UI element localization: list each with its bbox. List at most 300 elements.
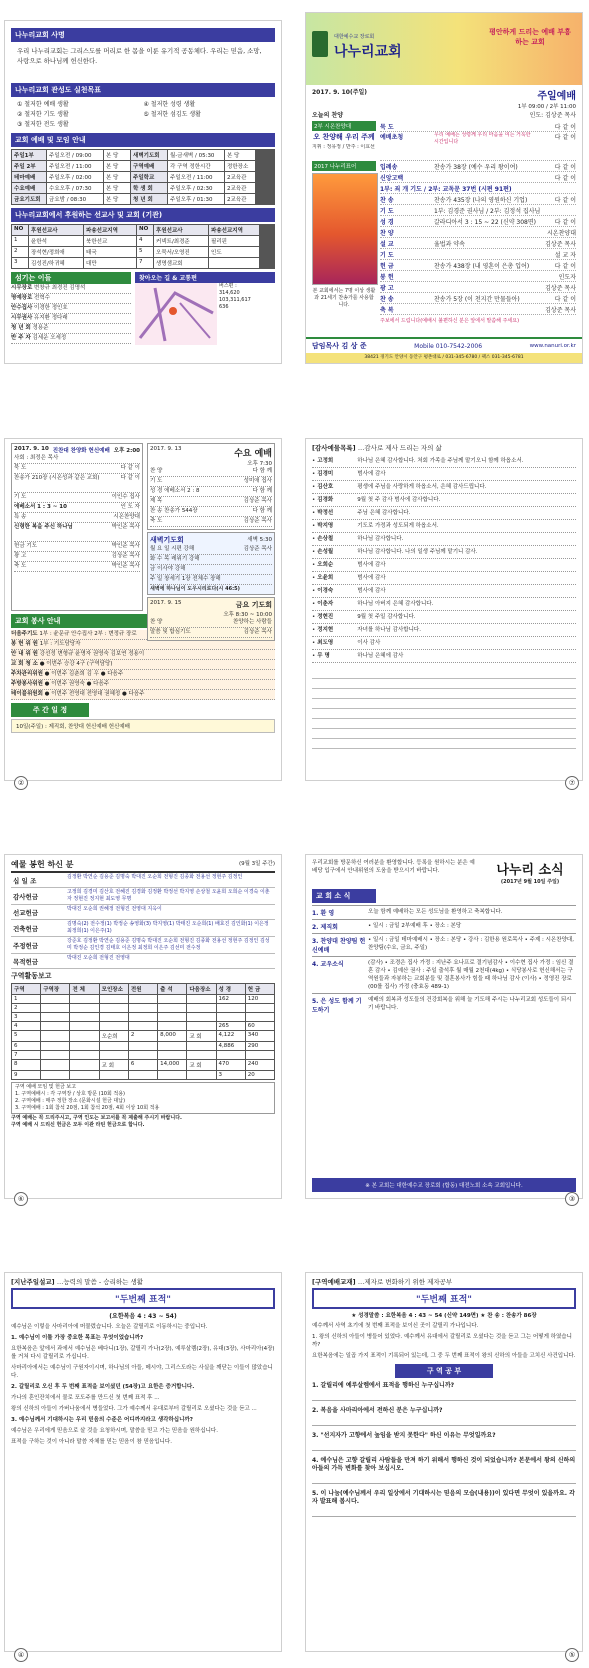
bullet-icon: • bbox=[312, 562, 316, 568]
missions-cell: 북한선교 bbox=[84, 236, 136, 246]
sermon-scripture: (요한복음 4 : 43 ~ 54) bbox=[109, 1313, 177, 1320]
order-row: 축 복 김상준 목사 bbox=[380, 304, 576, 315]
weekday-services bbox=[147, 443, 275, 635]
question-text: 4. 예수님은 고향 갈릴리 사람들을 만져 하기 위해서 행하신 것이 되었습니까? 본문에서 왕의 신하의 아들의 가득 변화를 찾아 보십시오. bbox=[312, 1457, 576, 1472]
cell-head: 헌 금 bbox=[246, 984, 274, 994]
cell-value: 4 bbox=[12, 1022, 40, 1030]
thanks-text: 하나님 감사합니다. 나의 일생 주님께 맡기니 감사. bbox=[357, 549, 478, 555]
missions-cell: 대만 bbox=[84, 258, 136, 268]
sun-row: 기 도 이인수 집사 bbox=[14, 493, 140, 503]
study-question bbox=[312, 1382, 576, 1401]
church-logo-icon bbox=[312, 31, 328, 57]
study-header: [구역예배교재] bbox=[312, 1278, 356, 1286]
praise-song: 오 찬양해 우리 주께 bbox=[313, 133, 375, 141]
giver-name: 손상철 bbox=[317, 536, 334, 542]
bullet-icon: • bbox=[312, 510, 316, 516]
servants-block bbox=[11, 272, 131, 345]
hymnal-note: 본 교회에서는 7명 이상 생활과 21세기 찬송가를 사용합니다. bbox=[312, 288, 376, 308]
cell-value: 2 bbox=[129, 1031, 157, 1041]
worship-cell: 주일 2부 bbox=[12, 161, 46, 171]
page-number: ② bbox=[14, 776, 28, 790]
missions-head-cell: NO bbox=[12, 225, 28, 235]
thanks-text: 자녀를 하나님 감사합니다. bbox=[357, 627, 421, 633]
missions-cell: 생명샘교회 bbox=[154, 258, 208, 268]
cell-value bbox=[217, 1004, 245, 1012]
offering-row bbox=[11, 954, 275, 969]
servants-title: 섬기는 이들 bbox=[11, 272, 131, 284]
giver-name: 이경숙 bbox=[317, 588, 334, 594]
section-missions-title: 나누리교회에서 후원하는 선교사 및 교회 (기관) bbox=[11, 208, 275, 222]
worship-cell: 금요밤 / 08:30 bbox=[47, 194, 103, 204]
cell-value bbox=[41, 1071, 69, 1079]
church-news-bar: 교 회 소 식 bbox=[312, 889, 376, 903]
order-row: 예배초청 우리 예배는 성령께 우리 마음을 여는 거룩한 시간입니다 다 같 이 bbox=[380, 132, 576, 161]
news-label: 4. 교우소식 bbox=[312, 961, 344, 968]
giver-name: 김산호 bbox=[317, 484, 334, 490]
study-header-sub: …제자로 변화하기 위한 제자공부 bbox=[357, 1278, 453, 1286]
sermon-paragraph: 요한복음은 앞에서 과에서 예수님은 베다니(1장), 갈릴리 가나(2장), 예루살렘(2장), 유대(3장), 사마리아(4장)를 거쳐 다시 갈릴리로 가십니다. bbox=[11, 1346, 275, 1360]
fri-row: 찬 양 찬양하는 사람들 bbox=[150, 618, 272, 628]
thanks-text: 하나님 은혜에 감사 bbox=[357, 653, 404, 659]
cell-value bbox=[100, 1004, 128, 1012]
servant-row: 시무권사 유지환 정다래 bbox=[11, 314, 131, 324]
thanks-list bbox=[312, 455, 576, 663]
pastor-name: 담임목사 김 상 준 bbox=[312, 342, 367, 350]
cell-value: 162 bbox=[217, 995, 245, 1003]
bullet-icon: • bbox=[312, 640, 316, 646]
section-goals-title: 나누리교회 관성도 실천목표 bbox=[11, 83, 275, 97]
thanks-row bbox=[312, 572, 576, 585]
goal-item: ④ 철저한 성령 생활 bbox=[143, 101, 196, 108]
page-6-news bbox=[305, 854, 583, 1199]
cell-value bbox=[100, 1071, 128, 1079]
section-vision-title: 나누리교회 사명 bbox=[11, 28, 275, 42]
cell-value bbox=[187, 1022, 215, 1030]
goals-list bbox=[11, 99, 275, 130]
news-text: (감사) • 조경은 집사 가정 : 지난주 요나프로 결기념감사 • 이수현 집사 가정 : 임신 결혼 감사 • 김예산 권사 : 주일 출석후 월 매월 2천대(4kg) • 식당봉사로 헌신해서는 구역원들과 자봉하는 교회분들 및 결혼봉사가 힘들 때 하나님 감사 (이사) • 정영진 장로(00를 집사) 가정 (충효동 489-1) bbox=[368, 960, 574, 990]
dawn-row: 월 요 일 시편 강해 김상준 목사 bbox=[150, 545, 272, 555]
sermon-paragraph: 3. 예수님께서 기대하시는 우리 믿음의 수준은 어디까지라고 생각하십니까? bbox=[11, 1417, 193, 1423]
cell-value bbox=[70, 1042, 98, 1050]
giver-name: 박정선 bbox=[317, 510, 334, 516]
thanks-text: 평생에 주님을 사랑하게 하옵소서, 은혜 감사드립니다. bbox=[357, 484, 487, 490]
goal-item bbox=[144, 120, 270, 129]
bullet-icon: • bbox=[312, 549, 316, 555]
cell-value: 3 bbox=[12, 1013, 40, 1021]
cell-head: 성 경 bbox=[217, 984, 245, 994]
worship-cell: 수요오후 / 07:30 bbox=[47, 183, 103, 193]
wed-row: 찬 양 다 함 께 bbox=[150, 467, 272, 477]
service-title: 주일예배 bbox=[537, 91, 576, 102]
missions-cell: 커넥트/최경준 bbox=[154, 236, 208, 246]
servant-row: 안수집사 이경한 정인호 bbox=[11, 304, 131, 314]
sermon-title: "두번째 표적" bbox=[11, 1288, 275, 1309]
dawn-row: 화 수 목 레위기 강해 bbox=[150, 555, 272, 565]
cell-report-title: 구역활동보고 bbox=[11, 972, 52, 980]
page-4-thanks bbox=[305, 438, 583, 781]
cell-value: 9 bbox=[12, 1071, 40, 1079]
denomination-footer: ※ 본 교회는 대한예수교 장로회 (합동) 대전노회 소속 교회입니다. bbox=[312, 1178, 576, 1192]
year-motto-image bbox=[312, 173, 378, 285]
map-block bbox=[135, 272, 275, 345]
offering-type: 십 일 조 bbox=[13, 876, 37, 885]
cell-value: 6 bbox=[129, 1060, 157, 1070]
thanks-text: 9월 첫 주 감사 범사에 감사합니다. bbox=[357, 497, 441, 503]
blank-lines bbox=[312, 669, 576, 749]
offering-names: 강준호 김정환 박연순 김용준 김명숙 박대진 오순희 전형진 김종화 전용선 정현주 김정인 김성미 박정순 김인경 김태호 이은정 최정희 이은주 김선미 전수정 bbox=[67, 938, 270, 951]
thanks-row bbox=[312, 598, 576, 611]
servants-and-map bbox=[11, 272, 275, 345]
cell-value bbox=[70, 1004, 98, 1012]
praise-credits: 지휘 : 정유정 / 반주 : 이효선 bbox=[312, 144, 375, 150]
bullet-icon: • bbox=[312, 497, 316, 503]
offering-names: 김명숙(2) 전수정(1) 박정순 송영화(3) 박지영(1) 박태진 오순희(1) 배효진 김인화(1) 이은정 최정희(1) 이은주(1) bbox=[67, 921, 269, 934]
servant-row: 시무장로 변창규 최경진 김명석 bbox=[11, 284, 131, 294]
question-text: 2. 복음을 사마리아에서 전하신 분은 누구십니까? bbox=[312, 1407, 443, 1414]
thanks-row bbox=[312, 481, 576, 494]
bullet-icon: • bbox=[312, 523, 316, 529]
cell-value bbox=[100, 1051, 128, 1059]
cell-value bbox=[246, 1051, 274, 1059]
news-item bbox=[312, 905, 576, 919]
cell-value bbox=[41, 1004, 69, 1012]
cell-value bbox=[41, 1031, 69, 1041]
news-text: 오늘 함께 예배하는 모든 성도님을 환영하고 축복합니다. bbox=[368, 909, 503, 915]
cell-value: 470 bbox=[217, 1060, 245, 1070]
cell-value bbox=[158, 1004, 186, 1012]
news-text: • 일시 : 금일 테마예배시 • 장소 : 본당 • 강사 : 김한용 원로목사 • 주제 : 시온찬양대, 찬양팀(수요, 금요, 주일) bbox=[368, 937, 574, 951]
section-worship-title: 교회 예배 및 모임 안내 bbox=[11, 133, 275, 147]
order-of-worship bbox=[380, 121, 576, 325]
question-text: 1. 갈릴리에 예루살렘에서 표적을 행하신 누구십니까? bbox=[312, 1382, 455, 1389]
answer-line[interactable] bbox=[312, 1390, 576, 1401]
wed-row: 찬 송 찬송가 544장 다 함 께 bbox=[150, 507, 272, 517]
sun-row: 찬송가 210장 (시온성과 같은 교회) 다 같 이 bbox=[14, 474, 140, 493]
giver-name: 정현진 bbox=[317, 614, 334, 620]
study-question bbox=[312, 1457, 576, 1484]
cell-value: 2 bbox=[12, 1004, 40, 1012]
thanks-row bbox=[312, 507, 576, 520]
motto-label: 2017 나누리표어 bbox=[312, 161, 376, 171]
missions-cell: 4 bbox=[137, 236, 153, 246]
worship-cell: 2교육관 bbox=[225, 172, 255, 182]
page-number: ④ bbox=[14, 1648, 28, 1662]
sermon-paragraph: 표적을 구하는 것이 아니라 말씀 자체를 믿는 믿음이 참 믿음입니다. bbox=[11, 1439, 172, 1445]
page-3-schedule bbox=[4, 438, 282, 781]
sermon-paragraph: 예수님은 우리에게 믿음으로 살 것을 요청하시며, 말씀을 믿고 가는 믿음을 원하십니다. bbox=[11, 1428, 218, 1434]
cell-value bbox=[187, 1013, 215, 1021]
order-row: 신앙고백 다 같 이 bbox=[380, 172, 576, 183]
sermon-paragraph: 왕의 신하의 아들이 가버나움에서 병들었다. 그가 예수께서 유대로부터 갈릴리로 오셨다는 것을 듣고 ... bbox=[11, 1406, 257, 1412]
cell-value bbox=[41, 1022, 69, 1030]
worship-cell: 2교육관 bbox=[225, 194, 255, 204]
worship-cell: 주일학교 bbox=[131, 172, 167, 182]
cell-value bbox=[129, 1022, 157, 1030]
page-7-sermon bbox=[4, 1272, 282, 1652]
cell-value bbox=[246, 1004, 274, 1012]
bullet-icon: • bbox=[312, 471, 316, 477]
thanks-row bbox=[312, 637, 576, 650]
cell-value: 7 bbox=[12, 1051, 40, 1059]
worship-cell: 수요예배 bbox=[12, 183, 46, 193]
goal-item: ① 철저한 예배 생활 bbox=[17, 101, 69, 108]
missions-head-cell: NO bbox=[137, 225, 153, 235]
order-row: 찬 양 시온찬양대 bbox=[380, 227, 576, 238]
missions-cell: 장석현/정희애 bbox=[29, 247, 83, 257]
cell-value bbox=[41, 1051, 69, 1059]
wed-row: 기 도 성미애 집사 bbox=[150, 477, 272, 487]
pastor-mobile: Mobile 010-7542-2006 bbox=[414, 342, 483, 350]
order-row: 입례송 찬송가 38장 (예수 우리 왕이여) 다 같 이 bbox=[380, 161, 576, 172]
worship-cell: 청 년 회 bbox=[131, 194, 167, 204]
question-text: 5. 이 나눔(예수님께서 우리 일상에서 기대하시는 믿음의 모습(내용))이 있다면 무엇이 있을까요. 각자 발표해 봅시다. bbox=[312, 1490, 575, 1505]
fri-row: 말씀 및 합심기도 김상준 목사 bbox=[150, 628, 272, 638]
friday-prayer bbox=[147, 597, 275, 641]
offering-row bbox=[11, 937, 275, 954]
order-row: 묵 도 다 같 이 bbox=[380, 121, 576, 132]
study-question bbox=[312, 1490, 576, 1517]
giver-name: 오윤희 bbox=[317, 575, 334, 581]
offering-names: 고정희 김경미 김산호 전혜진 김경화 김정환 박정선 박지영 손상철 오윤희 오희순 이경숙 이춘자 정현진 정지현 최도영 무명 bbox=[67, 889, 270, 902]
cell-value bbox=[158, 1022, 186, 1030]
cell-head: 전원 bbox=[129, 984, 157, 994]
cell-report-table bbox=[11, 983, 275, 1080]
sermon-paragraph: 1. 예수님이 이틀 가장 중요한 목표는 무엇이었습니까? bbox=[11, 1335, 144, 1341]
worship-table bbox=[11, 149, 275, 205]
cell-value bbox=[70, 1071, 98, 1079]
worship-cell: 주일오전 / 11:00 bbox=[168, 172, 224, 182]
cell-value: 3 bbox=[217, 1071, 245, 1079]
answer-line[interactable] bbox=[312, 1506, 576, 1517]
serve-row: 테이블위원회 ● 이번주 전영대 전영대 권혜정 ● 다음주 bbox=[11, 690, 275, 700]
cell-head: 구역장 bbox=[41, 984, 69, 994]
offering-type: 감사헌금 bbox=[13, 892, 39, 901]
preacher-line: 인도: 김상준 목사 bbox=[529, 112, 576, 119]
dawn-verse: 새벽에 하나님이 도우시리로다(시 46:5) bbox=[150, 586, 240, 592]
giver-name: 정지현 bbox=[317, 627, 334, 633]
serve-row: 안 내 위 원 강선정 변형규 윤명자 권영숙 김보연 정용이 bbox=[11, 650, 275, 660]
banner-motto: 평안하게 드리는 예배 부흥하는 교회 bbox=[489, 28, 571, 46]
worship-cell: 2교육관 bbox=[225, 183, 255, 193]
cell-value bbox=[41, 1060, 69, 1070]
cell-value bbox=[217, 1013, 245, 1021]
servant-row: 청 년 회 정용준 bbox=[11, 324, 131, 334]
thanks-text: 범사에 감사 bbox=[357, 471, 386, 477]
cell-value bbox=[187, 1042, 215, 1050]
answer-line[interactable] bbox=[312, 1473, 576, 1484]
news-text: 예배의 회복과 성도들의 건강회복을 위해 늘 기도해 주시는 나누리교회 성도들이 되시기 바랍니다. bbox=[368, 997, 572, 1011]
cell-notes bbox=[11, 1082, 275, 1114]
page-number: ⑦ bbox=[565, 776, 579, 790]
thanks-row bbox=[312, 611, 576, 624]
page-1-info bbox=[4, 20, 282, 364]
cell-value bbox=[70, 1060, 98, 1070]
cell-value bbox=[158, 1051, 186, 1059]
thanks-text: 이사 감사 bbox=[357, 640, 381, 646]
service-times: 1부 09:00 / 2부 11:00 bbox=[517, 104, 576, 110]
servant-row: 명예장로 전혁수 bbox=[11, 294, 131, 304]
thanks-text: 범사에 감사 bbox=[357, 562, 386, 568]
news-date: (2017년 9월 10일 주일) bbox=[500, 879, 560, 885]
news-text: • 일시 : 금일 2부예배 후 • 장소 : 본당 bbox=[368, 923, 462, 929]
thanks-row bbox=[312, 559, 576, 572]
bulletin-date: 2017. 9. 10(주일) bbox=[312, 89, 368, 96]
thanks-row bbox=[312, 650, 576, 663]
cell-value bbox=[129, 1013, 157, 1021]
dawn-row: 금 이사야 강해 bbox=[150, 565, 272, 575]
study-bar: 구 역 공 부 bbox=[395, 1364, 493, 1378]
serve-row: 주차관리위원 ● 이번주 김춘희 김 우 ● 다음주 bbox=[11, 670, 275, 680]
thanks-text: 기도로 가정과 성도되게 하옵소서. bbox=[357, 523, 439, 529]
cell-value bbox=[129, 995, 157, 1003]
study-questions bbox=[312, 1382, 576, 1517]
study-paragraph: 요한복음에는 일곱 가지 표적이 기록되어 있는데, 그 중 두 번째 표적이 왕의 신하의 아들을 고치신 사건입니다. bbox=[312, 1353, 576, 1359]
cell-footer-a: 구역 예배는 꼭 드리주시고, 구역 인도는 보고서를 꼭 제출해 주시기 바랍니다. bbox=[11, 1115, 182, 1121]
dawn-prayer bbox=[147, 532, 275, 595]
church-website: www.nanuri.or.kr bbox=[529, 343, 576, 349]
study-paragraph: 예수께서 사역 초기에 첫 번째 표적을 보이신 곳이 갈릴리 가나입니다. bbox=[312, 1323, 479, 1329]
cell-value bbox=[187, 1051, 215, 1059]
sun-row: 에베소서 1 : 3 ~ 10 인 도 자 bbox=[14, 503, 140, 513]
cell-value: 290 bbox=[246, 1042, 274, 1050]
sun-date: 2017. 9. 10 bbox=[14, 446, 49, 452]
cell-value: 5 bbox=[12, 1031, 40, 1041]
cell-value: 교 회 bbox=[100, 1060, 128, 1070]
missions-cell: 5 bbox=[137, 247, 153, 257]
cell-value bbox=[100, 1022, 128, 1030]
wed-row: 제 목 김상준 목사 bbox=[150, 497, 272, 507]
sermon-paragraph: 2. 갈릴리로 오신 후 두 번째 표적을 보이셨던 (54장)고 요한은 증거합니다. bbox=[11, 1384, 195, 1390]
schedule-title: 주 간 일 정 bbox=[11, 703, 89, 717]
fri-date: 2017. 9. 15 bbox=[150, 600, 182, 606]
offerings-date: (9월 3일 주간) bbox=[238, 861, 275, 867]
order-row: 설 교 율법과 약속 김상준 목사 bbox=[380, 238, 576, 249]
cell-value bbox=[187, 995, 215, 1003]
giver-name: 박지영 bbox=[317, 523, 334, 529]
question-text: 3. "선지자가 고향에서 높임을 받지 못한다" 하신 이유는 무엇일까요? bbox=[312, 1432, 496, 1439]
study-scripture: ★ 성경말씀 : 요한복음 4 : 43 ~ 54 (신약 149면) ★ 찬 송 : 찬송가 86장 bbox=[351, 1313, 537, 1319]
choir-label: 2부 시온찬양대 bbox=[312, 121, 376, 131]
offering-row bbox=[11, 873, 275, 888]
giver-name: 최도영 bbox=[317, 640, 334, 646]
bullet-icon: • bbox=[312, 653, 316, 659]
news-item bbox=[312, 933, 576, 956]
cell-value bbox=[187, 1071, 215, 1079]
cell-value bbox=[100, 1013, 128, 1021]
offering-row bbox=[11, 905, 275, 920]
answer-line[interactable] bbox=[312, 1415, 576, 1426]
news-list bbox=[312, 905, 576, 1016]
missions-table bbox=[11, 224, 275, 269]
worship-cell: 본 당 bbox=[104, 194, 130, 204]
servant-row: 반 주 자 김세운 오세정 bbox=[11, 334, 131, 344]
worship-cell: 주일오후 / 02:30 bbox=[168, 183, 224, 193]
cell-value bbox=[70, 1051, 98, 1059]
cell-value bbox=[217, 1051, 245, 1059]
welcome-intro: 우리교회를 방문하신 여러분을 환영합니다. 등록을 원하시는 분은 예배당 입구에서 안내위원의 도움을 받으시기 바랍니다. bbox=[312, 860, 475, 874]
worship-cell: 각 구역 정한시간 bbox=[168, 161, 224, 171]
missions-cell: 1 bbox=[12, 236, 28, 246]
order-row: 찬 송 찬송가 435장 (나의 영원하신 기업) 다 같 이 bbox=[380, 194, 576, 205]
cell-footer-b: 구역 예배 시 드리신 헌금은 모두 이관 라틴 헌금으로 합니다. bbox=[11, 1122, 145, 1128]
worship-cell: 주일오후 / 01:30 bbox=[168, 194, 224, 204]
page-number: ③ bbox=[565, 1192, 579, 1206]
thanks-row bbox=[312, 546, 576, 559]
thanks-text: 하나님 은혜 감사합니다. 처회 가족을 주님께 맡기오니 함께 하옵소서. bbox=[357, 458, 524, 464]
sun-row: 광 고 김상준 목사 bbox=[14, 552, 140, 562]
study-question bbox=[312, 1432, 576, 1451]
worship-cell: 새벽기도회 bbox=[131, 150, 167, 160]
bullet-icon: • bbox=[312, 484, 316, 490]
worship-cell: 금요기도회 bbox=[12, 194, 46, 204]
sun-row: 특 송 시온찬양대 bbox=[14, 513, 140, 523]
cell-value bbox=[129, 1004, 157, 1012]
sunday-special-service bbox=[11, 443, 143, 611]
cell-value bbox=[129, 1071, 157, 1079]
news-label: 2. 제직회 bbox=[312, 924, 338, 931]
worship-cell: 주일오전 / 11:00 bbox=[47, 161, 103, 171]
thanks-text: 9월 첫 주일 감사합니다. bbox=[357, 614, 416, 620]
thanks-text: 주님 은혜 감사합니다. bbox=[357, 510, 411, 516]
worship-note: 주보에서 드림니다(예배시 불편하신 분은 앞에서 말씀해 주세요) bbox=[380, 318, 520, 324]
missions-cell: 오묵서/오영진 bbox=[154, 247, 208, 257]
thanks-header-sub: …감사로 제사 드리는 자의 삶 bbox=[357, 444, 442, 452]
cell-head: 다음장소 bbox=[187, 984, 215, 994]
giver-name: 무 명 bbox=[317, 653, 330, 659]
offering-names: 박대진 오순희 전형진 전영대 bbox=[67, 955, 130, 961]
thanks-header: [감사예물목록] bbox=[312, 444, 356, 452]
missions-head-cell: 후원선교사 bbox=[154, 225, 208, 235]
sun-row: 사회 : 최정은 목사 bbox=[14, 454, 140, 464]
worship-cell: 주일오후 / 02:00 bbox=[47, 172, 103, 182]
goal-item: ② 철저한 기도 생활 bbox=[17, 111, 69, 118]
offering-row bbox=[11, 888, 275, 905]
sun-row: 축 도 박인준 목사 bbox=[14, 562, 140, 572]
dawn-row: 주 일 창세기 1장 전체수 장해 bbox=[150, 575, 272, 585]
news-label: 3. 찬양대 찬양팀 헌신예배 bbox=[312, 938, 366, 954]
giver-name: 손성월 bbox=[317, 549, 334, 555]
offering-row bbox=[11, 920, 275, 937]
fri-time: 오후 8:30 ~ 10:00 bbox=[223, 612, 272, 618]
news-item bbox=[312, 919, 576, 933]
serve-row: 더음주기도 1부 : 윤문규 안수집사 2부 : 변정규 장로 bbox=[11, 630, 275, 640]
cell-value bbox=[70, 1022, 98, 1030]
worship-cell: 월-금새벽 / 05:30 bbox=[168, 150, 224, 160]
missions-cell: 3 bbox=[12, 258, 28, 268]
sermon-paragraph: 가나의 혼인잔치에서 물로 포도주를 만드신 첫 번째 표적 후 ... bbox=[11, 1395, 160, 1401]
fri-title: 금요 기도회 bbox=[235, 601, 272, 609]
worship-cell: 정한장소 bbox=[225, 161, 255, 171]
worship-cell: 학 생 회 bbox=[131, 183, 167, 193]
cell-value: 14,000 bbox=[158, 1060, 186, 1070]
cell-value bbox=[187, 1004, 215, 1012]
bullet-icon: • bbox=[312, 536, 316, 542]
cell-value: 8 bbox=[12, 1060, 40, 1070]
sun-time: 오후 2:00 bbox=[113, 448, 140, 454]
giver-name: 고정희 bbox=[317, 458, 334, 464]
sermon-paragraph: 예수님은 이렇을 사마리아에 머물렀습니다. 오늘은 갈릴리로 이동하시는 중입니다. bbox=[11, 1324, 208, 1330]
cell-value bbox=[129, 1042, 157, 1050]
cell-value: 교 회 bbox=[187, 1031, 215, 1041]
serve-row: 주방봉사위원 ● 이번주 권영숙 ● 다음주 bbox=[11, 680, 275, 690]
answer-line[interactable] bbox=[312, 1440, 576, 1451]
thanks-row bbox=[312, 624, 576, 637]
address-bar: 38421 경기도 안양시 동안구 평촌대로 / 031-345-6780 / 팩스 031-345-6781 bbox=[306, 353, 582, 363]
missions-cell: 2 bbox=[12, 247, 28, 257]
offerings-list bbox=[11, 873, 275, 969]
cell-value: 20 bbox=[246, 1071, 274, 1079]
missions-cell: 김성진/하귀혜 bbox=[29, 258, 83, 268]
